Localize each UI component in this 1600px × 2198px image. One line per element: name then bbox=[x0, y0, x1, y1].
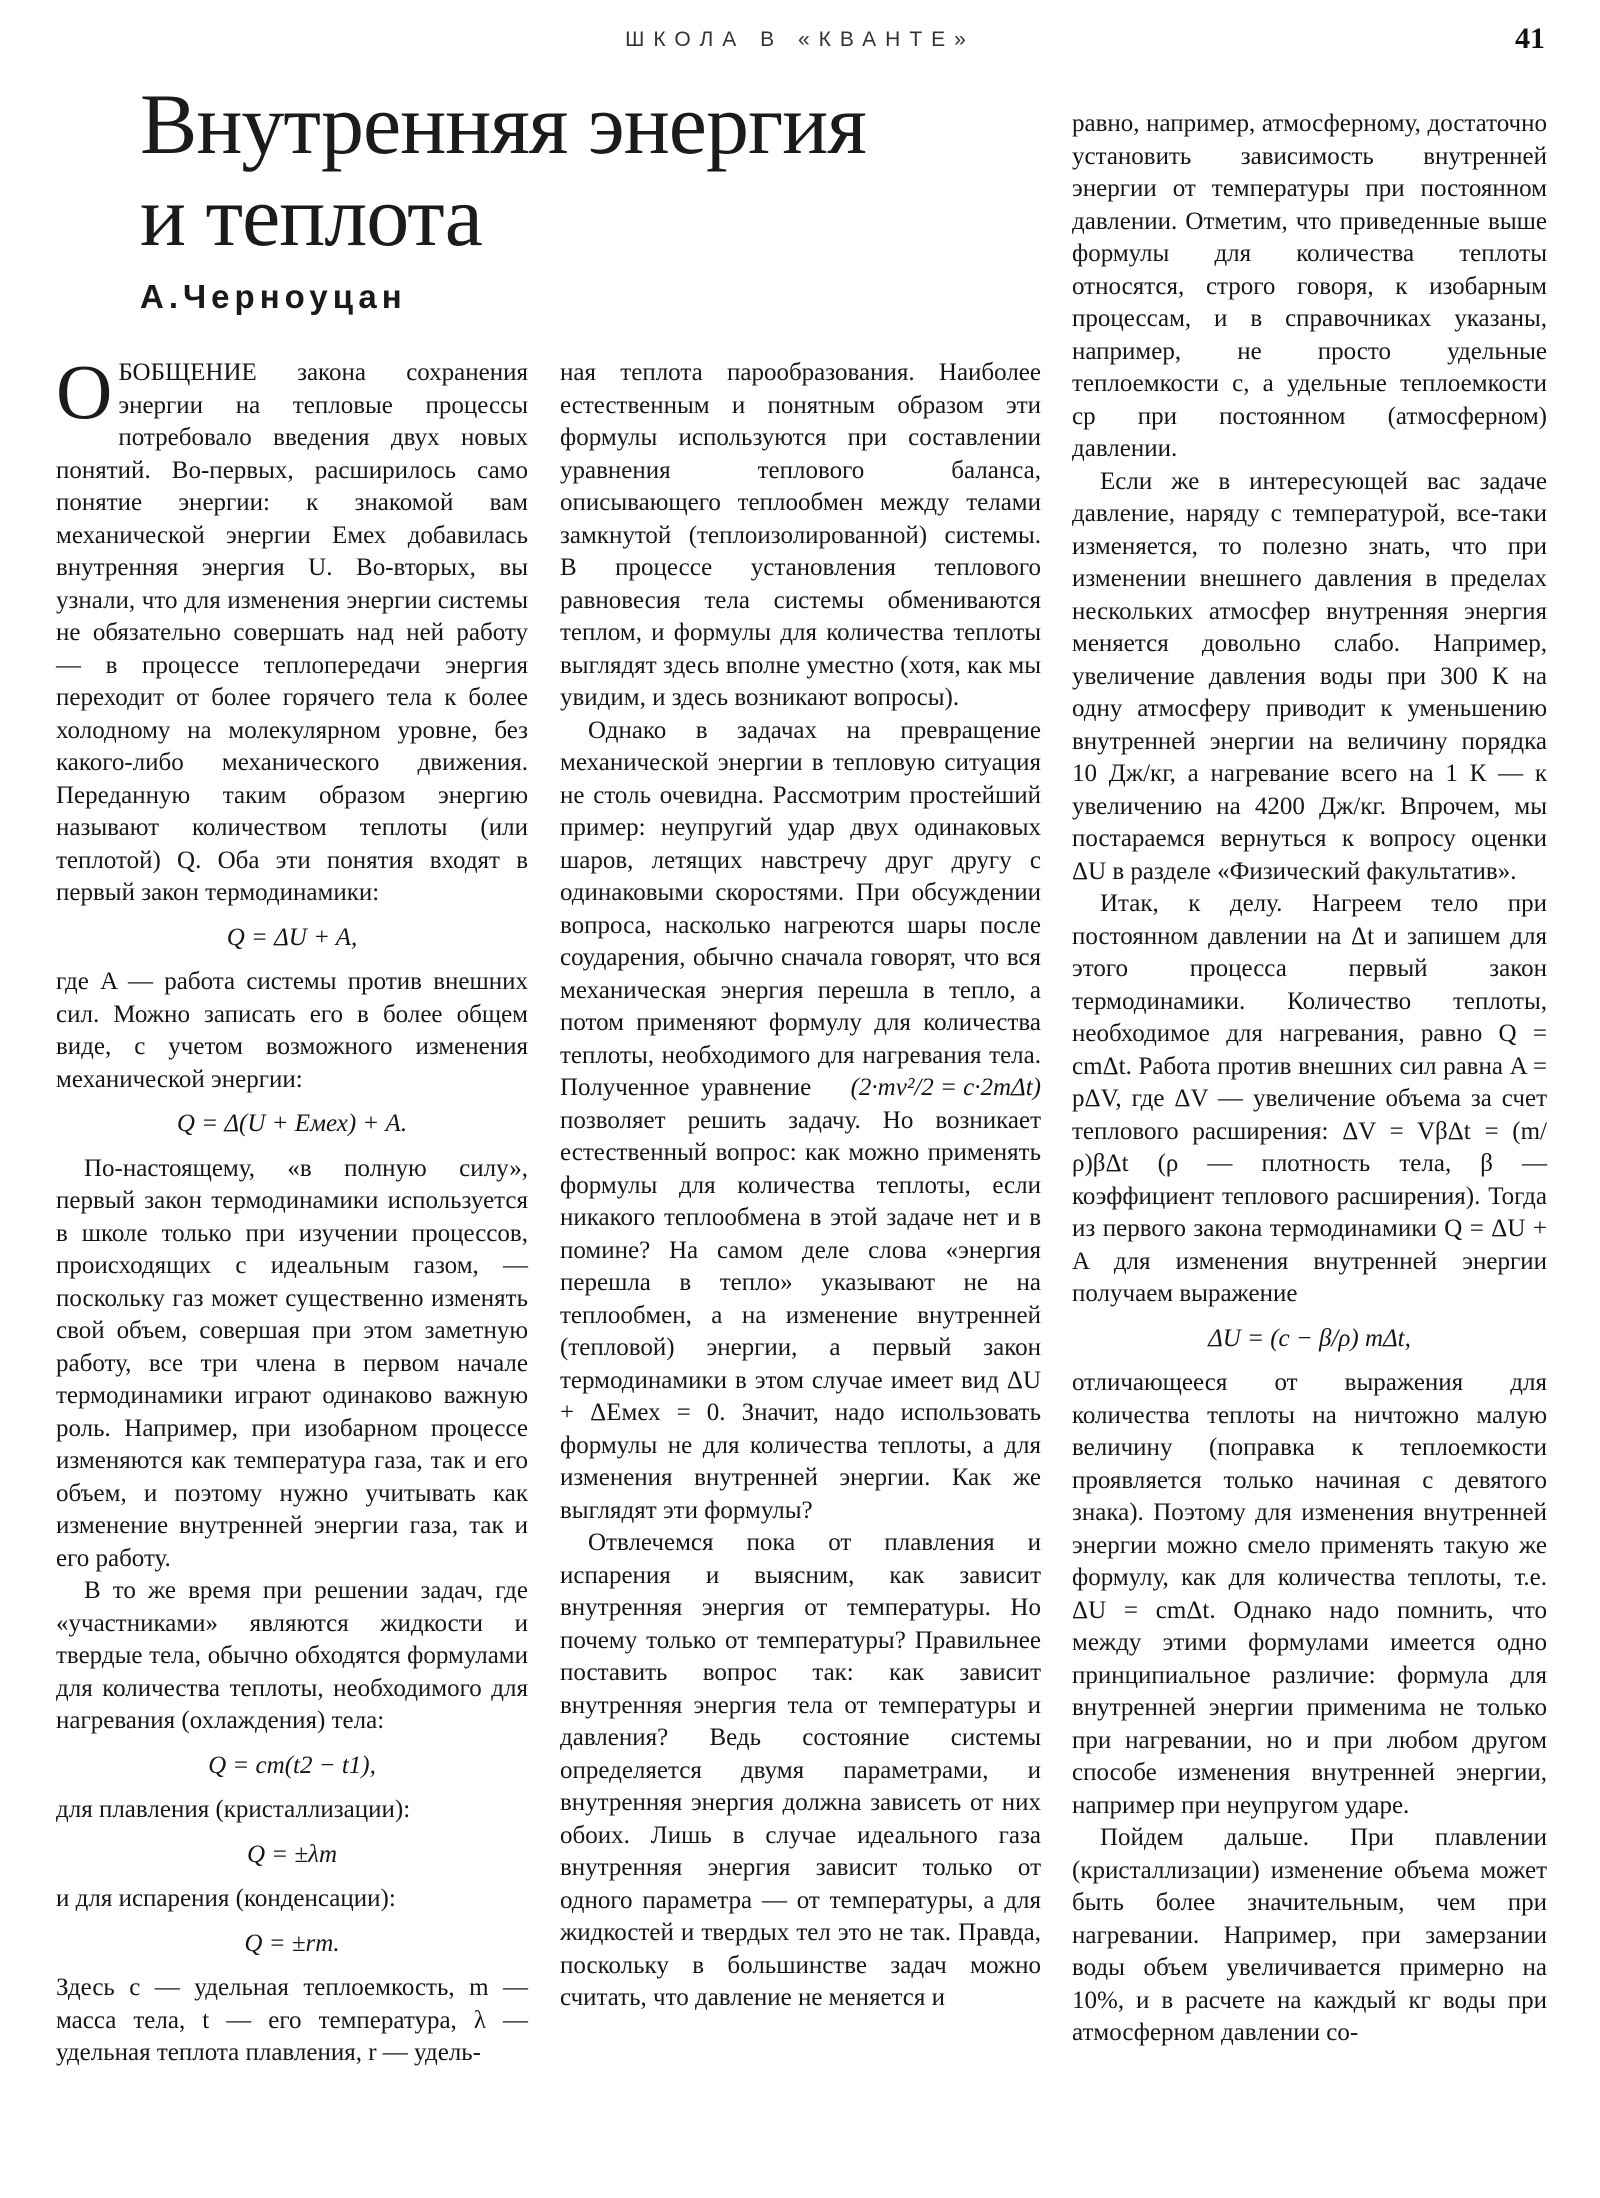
paragraph: По-настоящему, «в полную силу», первый закон термодинамики используется в школе только при изучении процессов, происходящих с идеальным газом, — поскольку газ может существенно изменять свой объем, совершая при этом заметную работу, все три члена в первом начале термодинамики играют одинаково важную роль. Например, при изобарном процессе изменяются как температура газа, так и его объем, и поэтому нужно учитывать как изменение внутренней энергии газа, так и его работу. bbox=[56, 1154, 528, 1572]
paragraph-text: БОБЩЕНИЕ закона сохранения энергии на тепловые процессы потребовало введения двух новых понятий. Во-первых, расширилось само понятие энергии: к знакомой вам механической энергии Eмех добавилась внутренняя энергия U. Во-вторых, вы узнали, что для изменения энергии системы не обязательно совершать над ней работу — в процессе теплопередачи энергия переходит от более горячего тела к более холодному на молекулярном уровне, без какого-либо механического движения. Переданную таким образом энергию называют количеством теплоты (или теплотой) Q. Оба эти понятия входят в первый закон термодинамики: bbox=[56, 359, 528, 906]
paragraph: где A — работа системы против внешних сил. Можно записать его в более общем виде, с учетом возможного изменения механической энергии: bbox=[56, 968, 528, 1093]
text-column-3 bbox=[1072, 108, 1547, 2050]
drop-cap: О bbox=[56, 348, 113, 435]
page-number: 41 bbox=[1515, 22, 1545, 55]
paragraph: и для испарения (конденсации): bbox=[56, 1885, 396, 1912]
formula: Q = ΔU + A, bbox=[226, 923, 358, 951]
paragraph-text: Однако в задачах на превращение механической энергии в тепловую ситуация не столь очевидна. Рассмотрим простейший пример: неупругий удар двух одинаковых шаров, летящих навстречу друг другу с одинаковыми скоростями. При обсуждении вопроса, насколько нагреются шары после соударения, обычно сначала говорят, что вся механическая энергия перешла в тепло, а потом применяют формулу для количества теплоты, необходимого для нагревания тела. Полученное уравнение bbox=[560, 716, 1041, 1101]
formula: Q = cm(t2 − t1), bbox=[208, 1751, 376, 1779]
title-line-2: и теплота bbox=[140, 168, 482, 264]
paragraph: отличающееся от выражения для количества теплоты на ничтожно малую величину (поправка к теплоемкости проявляется только начиная с девятого знака). Поэтому для изменения внутренней энергии можно смело применять такую же формулу, как для количества теплоты, т.е. ΔU = cmΔt. Однако надо помнить, что между этими формулами имеется одно принципиальное различие: формула для внутренней энергии применима не только при нагревании, но и при любом другом способе изменения внутренней энергии, например при неупругом ударе. bbox=[1072, 1369, 1547, 1819]
formula: ΔU = (c − β/ρ) mΔt, bbox=[1208, 1324, 1411, 1352]
paragraph bbox=[56, 348, 528, 910]
formula: Q = ±rm. bbox=[244, 1929, 340, 1957]
title-line-1: Внутренняя энергия bbox=[140, 76, 866, 172]
paragraph: Итак, к делу. Нагреем тело при постоянном давлении на Δt и запишем для этого процесса первый закон термодинамики. Количество теплоты, необходимое для нагревания, равно Q = cmΔt. Работа против внешних сил равна A = pΔV, где ΔV — увеличение объема за счет теплового расширения: ΔV = VβΔt = (m/ρ)βΔt (ρ — плотность тела, β — коэффициент теплового расширения). Тогда из первого закона термодинамики Q = ΔU + A для изменения внутренней энергии получаем выражение bbox=[1072, 890, 1547, 1307]
paragraph: ная теплота парообразования. Наиболее естественным и понятным образом эти формулы используются при составлении уравнения теплового баланса, описывающего теплообмен между телами замкнутой (теплоизолированной) системы. В процессе установления теплового равновесия тела системы обмениваются теплом, и формулы для количества теплоты выглядят здесь вполне уместно (хотя, как мы увидим, и здесь возникают вопросы). bbox=[560, 359, 1041, 711]
author-name: А.Черноуцан bbox=[140, 278, 407, 315]
paragraph-text: позволяет решить задачу. Но возникает естественный вопрос: как можно применять формулы для количества теплоты, если никакого теплообмена в этой задаче нет и в помине? На самом деле слова «энергия перешла в тепло» указывают не на теплообмен, а на изменение внутренней (тепловой) энергии, а первый закон термодинамики в этом случае имеет вид ΔU + ΔEмех = 0. Значит, надо использовать формулы не для количества теплоты, а для изменения внутренней энергии. Как же выглядят эти формулы? bbox=[560, 1106, 1041, 1524]
paragraph: Пойдем дальше. При плавлении (кристаллизации) изменение объема может быть более значительным, чем при нагревании. Например, при замерзании воды объем увеличивается примерно на 10%, и в расчете на каждый кг воды при атмосферном давлении со- bbox=[1072, 1824, 1547, 2046]
paragraph: В то же время при решении задач, где «участниками» являются жидкости и твердые тела, обычно обходятся формулами для количества теплоты, необходимого для нагревания (охлаждения) тела: bbox=[56, 1577, 528, 1734]
running-head: ШКОЛА В «КВАНТЕ» bbox=[625, 28, 975, 51]
inline-formula: (2·mv²/2 = c·2mΔt) bbox=[850, 1074, 1041, 1101]
formula: Q = Δ(U + Eмех) + A. bbox=[176, 1110, 408, 1137]
formula: Q = ±λm bbox=[246, 1840, 338, 1868]
text-column-1 bbox=[56, 348, 528, 2070]
paragraph: для плавления (кристаллизации): bbox=[56, 1796, 411, 1823]
paragraph: Если же в интересующей вас задаче давление, наряду с температурой, все-таки изменяется, то полезно знать, что при изменении внешнего давления в пределах нескольких атмосфер внутренняя энергия меняется довольно слабо. Например, увеличение давления воды при 300 К на одну атмосферу приводит к уменьшению внутренней энергии на величину порядка 10 Дж/кг, а нагревание всего на 1 К — к увеличению на 4200 Дж/кг. Впрочем, мы постараемся вернуться к вопросу оценки ΔU в разделе «Физический факультатив». bbox=[1072, 467, 1547, 885]
paragraph: Здесь c — удельная теплоемкость, m — масса тела, t — его температура, λ — удельная теплота плавления, r — удель- bbox=[56, 1974, 528, 2066]
paragraph: равно, например, атмосферному, достаточно установить зависимость внутренней энергии от температуры при постоянном давлении. Отметим, что приведенные выше формулы для количества теплоты относятся, строго говоря, к изобарным процессам, и в справочниках указаны, например, не просто удельные теплоемкости c, а удельные теплоемкости cp при постоянном (атмосферном) давлении. bbox=[1072, 110, 1547, 462]
article-title bbox=[140, 78, 1040, 262]
paragraph bbox=[560, 715, 1041, 1528]
text-column-2 bbox=[560, 357, 1041, 2015]
paragraph: Отвлечемся пока от плавления и испарения и выясним, как зависит внутренняя энергия от температуры. Но почему только от температуры? Правильнее поставить вопрос так: как зависит внутренняя энергия тела от температуры и давления? Ведь состояние системы определяется двумя параметрами, и внутренняя энергия должна зависеть от них обоих. Лишь в случае идеального газа внутренняя энергия зависит только от одного параметра — от температуры, а для жидкостей и твердых тел это не так. Правда, поскольку в большинстве задач можно считать, что давление не меняется и bbox=[560, 1529, 1041, 2011]
